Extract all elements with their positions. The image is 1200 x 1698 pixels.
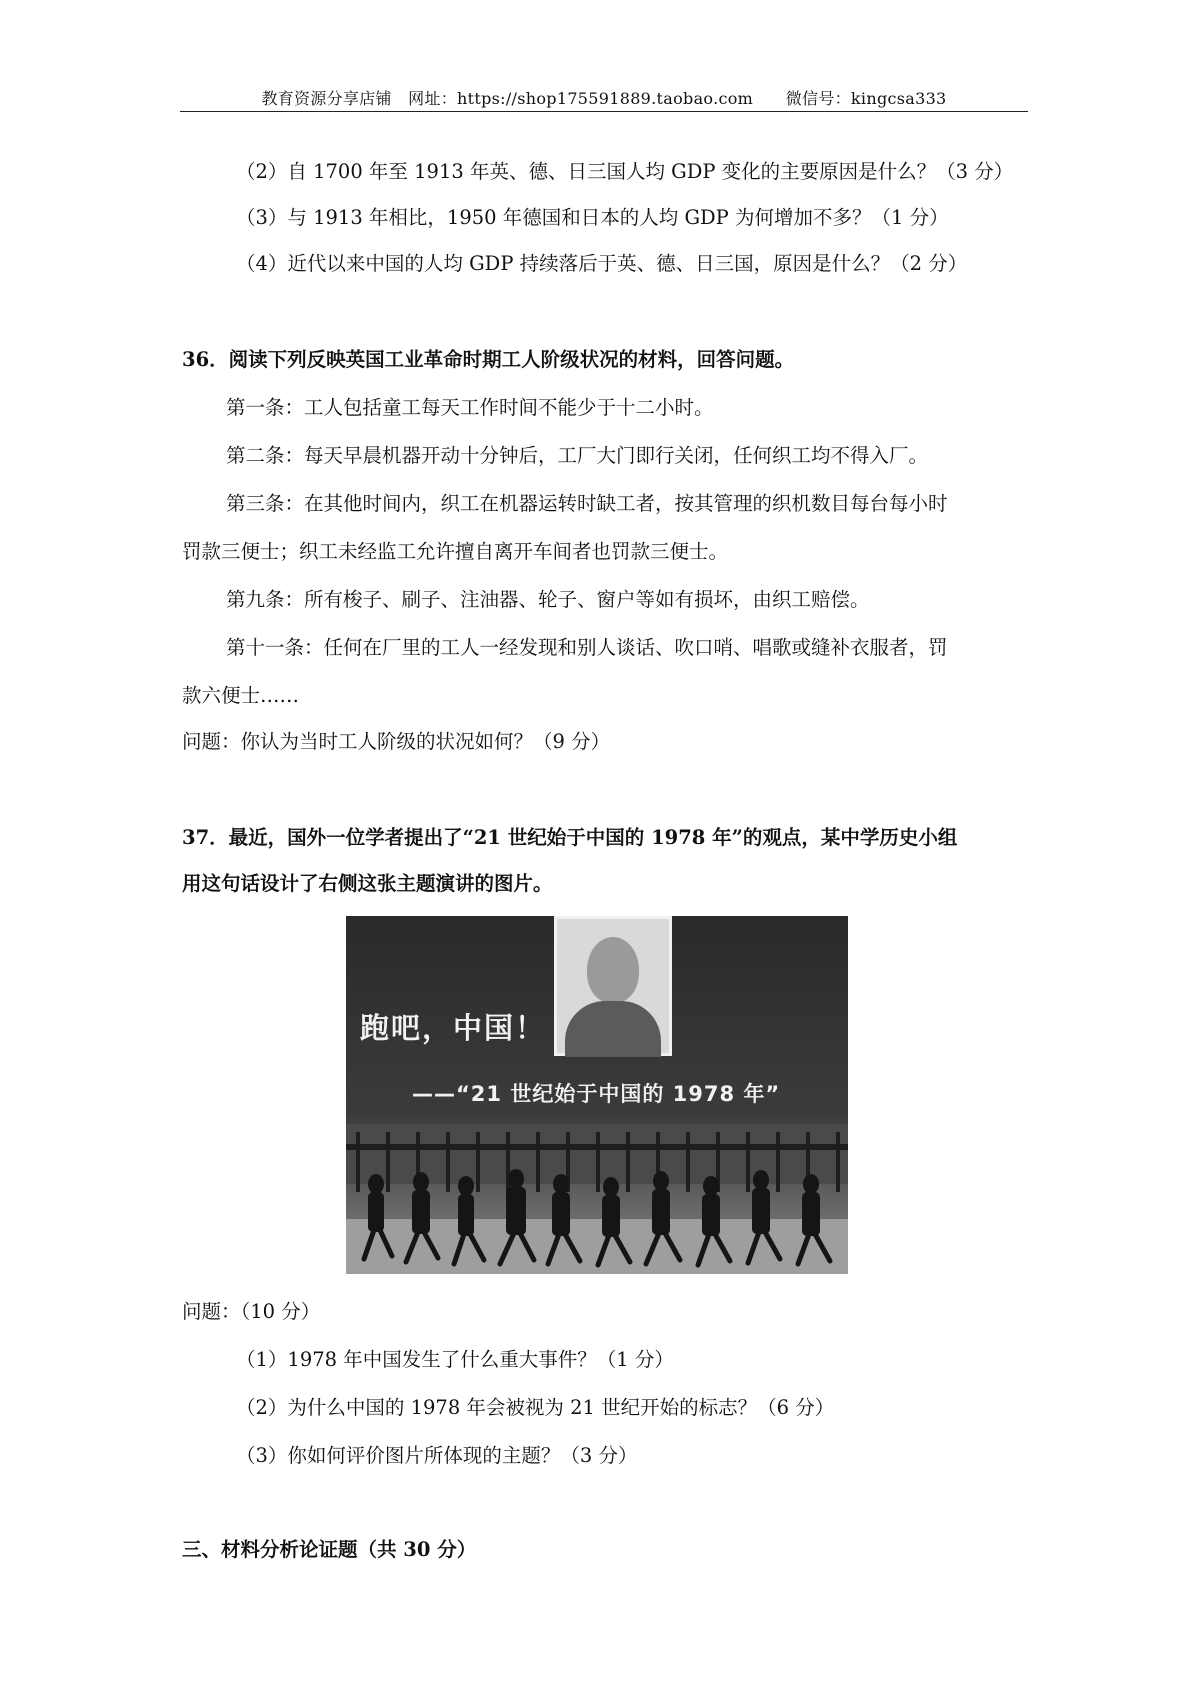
q37-part-3: （3）你如何评价图片所体现的主题？（3 分） — [236, 1444, 638, 1467]
q37-part-2: （2）为什么中国的 1978 年会被视为 21 世纪开始的标志？（6 分） — [236, 1396, 835, 1419]
photo-caption-21st-century: ——“21 世纪始于中国的 1978 年” — [412, 1082, 781, 1106]
q35-part-3: （3）与 1913 年相比，1950 年德国和日本的人均 GDP 为何增加不多？（1 分） — [236, 206, 949, 229]
q36-rule-9: 第九条：所有梭子、刷子、注油器、轮子、窗户等如有损坏，由织工赔偿。 — [226, 588, 870, 611]
q35-part-2: （2）自 1700 年至 1913 年英、德、日三国人均 GDP 变化的主要原因是什么？（3 分） — [236, 160, 1014, 183]
q36-rule-3: 第三条：在其他时间内，织工在机器运转时缺工者，按其管理的织机数目每台每小时 — [226, 492, 948, 515]
q36-rule-2: 第二条：每天早晨机器开动十分钟后，工厂大门即行关闭，任何织工均不得入厂。 — [226, 444, 929, 467]
q36-title: 36．阅读下列反映英国工业革命时期工人阶级状况的材料，回答问题。 — [182, 348, 795, 371]
q35-part-4: （4）近代以来中国的人均 GDP 持续落后于英、德、日三国，原因是什么？（2 分） — [236, 252, 968, 275]
page-header: 教育资源分享店铺 网址：https://shop175591889.taobao.com 微信号：kingcsa333 — [261, 89, 947, 108]
runners-illustration — [346, 1124, 848, 1274]
photo-caption-run-china: 跑吧，中国！ — [360, 1011, 547, 1045]
q36-rule-3-cont: 罚款三便士；织工未经监工允许擅自离开车间者也罚款三便士。 — [182, 540, 729, 563]
section-3-title: 三、材料分析论证题（共 30 分） — [182, 1538, 477, 1561]
speech-theme-photo — [346, 916, 848, 1274]
q36-question: 问题：你认为当时工人阶级的状况如何？（9 分） — [182, 730, 611, 753]
q37-question-label: 问题：（10 分） — [182, 1300, 321, 1323]
q37-title-line-2: 用这句话设计了右侧这张主题演讲的图片。 — [182, 872, 553, 895]
header-divider — [180, 111, 1028, 112]
q36-rule-1: 第一条：工人包括童工每天工作时间不能少于十二小时。 — [226, 396, 714, 419]
q36-rule-11: 第十一条：任何在厂里的工人一经发现和别人谈话、吹口哨、唱歌或缝补衣服者，罚 — [226, 636, 948, 659]
q37-title-line-1: 37．最近，国外一位学者提出了“21 世纪始于中国的 1978 年”的观点，某中学历史小组 — [182, 826, 958, 849]
q36-rule-11-cont: 款六便士…… — [182, 684, 300, 707]
portrait-image — [554, 916, 672, 1056]
q37-part-1: （1）1978 年中国发生了什么重大事件？（1 分） — [236, 1348, 674, 1371]
